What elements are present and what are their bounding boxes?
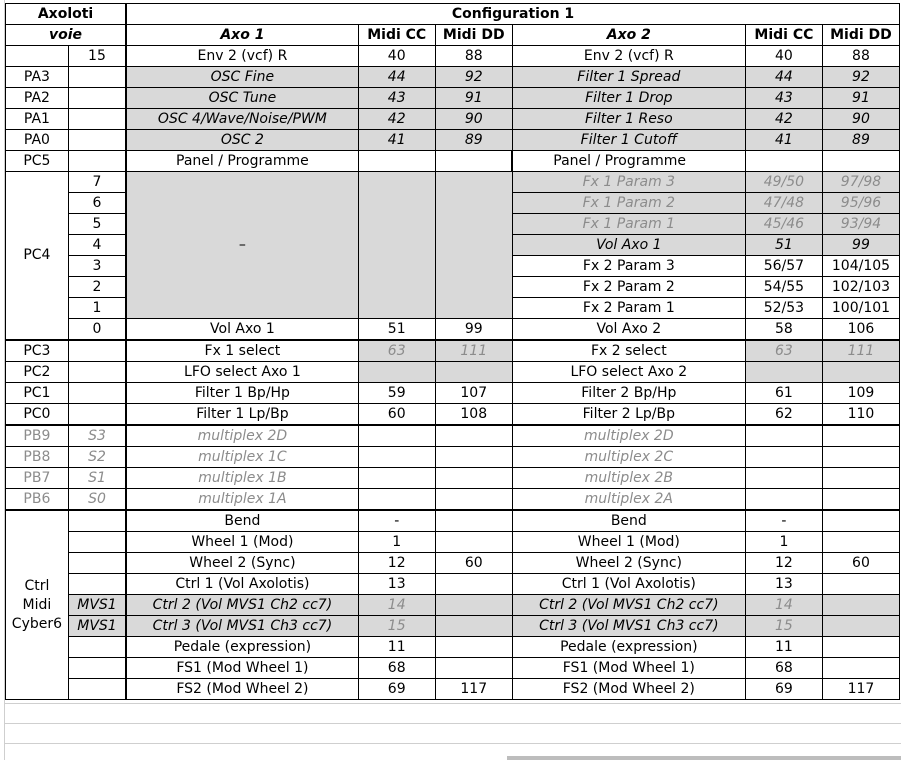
- axo2-dd: [822, 532, 899, 553]
- axo2-dd: 99: [822, 235, 899, 256]
- axo2-dd: [822, 595, 899, 616]
- axo2-cc: 11: [745, 637, 822, 658]
- axo2-cc: -: [745, 510, 822, 532]
- channel-cell: 0: [68, 319, 126, 341]
- table-row: [6, 67, 900, 88]
- channel-cell: S2: [68, 447, 126, 468]
- axo2-dd: [822, 574, 899, 595]
- table-row: [6, 616, 900, 637]
- axo2-param: multiplex 2A: [512, 489, 745, 511]
- axo2-param: Wheel 1 (Mod): [512, 532, 745, 553]
- axo2-cc: [745, 468, 822, 489]
- axo1-param: Wheel 2 (Sync): [126, 553, 358, 574]
- channel-cell: [68, 67, 126, 88]
- channel-cell: [68, 679, 126, 700]
- axo1-cc: [358, 362, 435, 383]
- channel-cell: MVS1: [68, 616, 126, 637]
- axo2-dd: [822, 637, 899, 658]
- axo1-cc: 13: [358, 574, 435, 595]
- axo1-param: Env 2 (vcf) R: [126, 46, 358, 67]
- channel-cell: [68, 553, 126, 574]
- axo2-param: Vol Axo 2: [512, 319, 745, 341]
- axo1-param: FS2 (Mod Wheel 2): [126, 679, 358, 700]
- axo2-cc: [745, 489, 822, 511]
- axo2-param: Filter 1 Cutoff: [512, 130, 745, 151]
- channel-cell: 6: [68, 193, 126, 214]
- axo1-dd: [435, 425, 512, 447]
- axo2-dd: 111: [822, 340, 899, 362]
- config-table: [5, 3, 900, 700]
- empty-grid-rows: [5, 703, 901, 760]
- axo1-dd: 108: [435, 404, 512, 426]
- axo2-dd: [822, 510, 899, 532]
- axo1-dd: 117: [435, 679, 512, 700]
- axo1-param: Filter 1 Bp/Hp: [126, 383, 358, 404]
- axo2-param: Filter 1 Reso: [512, 109, 745, 130]
- axo2-dd: 109: [822, 383, 899, 404]
- axo2-cc: [745, 447, 822, 468]
- axo2-dd: [822, 362, 899, 383]
- axo2-dd: [822, 468, 899, 489]
- axoloti-header: Axoloti: [6, 4, 127, 25]
- axo2-param: Ctrl 1 (Vol Axolotis): [512, 574, 745, 595]
- axo1-dd: 88: [435, 46, 512, 67]
- axo1-param: Ctrl 1 (Vol Axolotis): [126, 574, 358, 595]
- axo2-midi-dd-header: Midi DD: [822, 25, 899, 46]
- axo2-dd: 89: [822, 130, 899, 151]
- axo2-param: Env 2 (vcf) R: [512, 46, 745, 67]
- pin-cell: PC5: [6, 151, 69, 172]
- table-row: [6, 362, 900, 383]
- axo2-cc: 1: [745, 532, 822, 553]
- channel-cell: 3: [68, 256, 126, 277]
- axo2-dd: 106: [822, 319, 899, 341]
- axo1-dd: 99: [435, 319, 512, 341]
- table-row: [6, 553, 900, 574]
- axo1-dd: 89: [435, 130, 512, 151]
- table-row: [6, 468, 900, 489]
- axo2-cc: 41: [745, 130, 822, 151]
- axo1-cc: 1: [358, 532, 435, 553]
- channel-cell: [68, 340, 126, 362]
- axo2-dd: 91: [822, 88, 899, 109]
- axo1-dd: [435, 489, 512, 511]
- config-title: Configuration 1: [126, 4, 899, 25]
- axo2-dd: 104/105: [822, 256, 899, 277]
- axo1-cc: [358, 468, 435, 489]
- axo2-dd: 88: [822, 46, 899, 67]
- axo2-param: Fx 1 Param 1: [512, 214, 745, 235]
- axo2-dd: 92: [822, 67, 899, 88]
- axo2-param: Ctrl 2 (Vol MVS1 Ch2 cc7): [512, 595, 745, 616]
- axo2-dd: [822, 151, 899, 172]
- axo1-param: multiplex 1A: [126, 489, 358, 511]
- axo1-dd: [435, 468, 512, 489]
- axo2-cc: 49/50: [745, 172, 822, 193]
- axo2-param: Fx 2 Param 1: [512, 298, 745, 319]
- table-row: [6, 574, 900, 595]
- axo1-cc: 42: [358, 109, 435, 130]
- axo2-cc: 63: [745, 340, 822, 362]
- pin-cell: PA3: [6, 67, 69, 88]
- axo2-dd: [822, 447, 899, 468]
- axo2-cc: 54/55: [745, 277, 822, 298]
- axo2-cc: [745, 425, 822, 447]
- axo1-param: OSC Fine: [126, 67, 358, 88]
- axo1-cc-empty: [358, 172, 435, 319]
- axo2-dd: 97/98: [822, 172, 899, 193]
- table-row: [6, 404, 900, 426]
- axo2-param: Wheel 2 (Sync): [512, 553, 745, 574]
- axo2-midi-cc-header: Midi CC: [745, 25, 822, 46]
- axo1-dd: [435, 362, 512, 383]
- axo2-param: LFO select Axo 2: [512, 362, 745, 383]
- table-row: [6, 658, 900, 679]
- axo1-cc: 63: [358, 340, 435, 362]
- pin-cell: PA1: [6, 109, 69, 130]
- axo2-dd: 90: [822, 109, 899, 130]
- channel-cell: 4: [68, 235, 126, 256]
- axo2-param: Panel / Programme: [512, 151, 745, 172]
- axo2-param: Fx 2 Param 2: [512, 277, 745, 298]
- axo1-cc: [358, 489, 435, 511]
- table-row: [6, 46, 900, 67]
- table-row: [6, 88, 900, 109]
- axo1-cc: 11: [358, 637, 435, 658]
- pin-cell: PC2: [6, 362, 69, 383]
- axo1-param-empty: –: [126, 172, 358, 319]
- table-row: [6, 383, 900, 404]
- axo1-dd: [435, 616, 512, 637]
- pin-cell: PB8: [6, 447, 69, 468]
- axo2-param: Fx 1 Param 2: [512, 193, 745, 214]
- voie-header: voie: [6, 25, 127, 46]
- channel-cell: MVS1: [68, 595, 126, 616]
- axo2-cc: 61: [745, 383, 822, 404]
- axo1-dd: 91: [435, 88, 512, 109]
- header-row-2: [6, 25, 900, 46]
- axo2-param: multiplex 2C: [512, 447, 745, 468]
- ctrl-midi-cyber6-label: [6, 510, 69, 700]
- channel-cell: S3: [68, 425, 126, 447]
- axo1-cc: [358, 151, 435, 172]
- axo1-dd: [435, 658, 512, 679]
- channel-cell: [68, 404, 126, 426]
- axo2-dd: [822, 658, 899, 679]
- axo1-cc: 14: [358, 595, 435, 616]
- axo1-cc: 59: [358, 383, 435, 404]
- axo2-cc: 15: [745, 616, 822, 637]
- table-row: [6, 151, 900, 172]
- axo1-param: Ctrl 3 (Vol MVS1 Ch3 cc7): [126, 616, 358, 637]
- axo2-param: Bend: [512, 510, 745, 532]
- axo2-cc: 68: [745, 658, 822, 679]
- horizontal-scrollbar[interactable]: [507, 756, 901, 760]
- axo2-cc: 13: [745, 574, 822, 595]
- axo1-param: OSC Tune: [126, 88, 358, 109]
- axo2-dd: 100/101: [822, 298, 899, 319]
- pin-cell: [6, 46, 69, 67]
- table-row: [6, 595, 900, 616]
- channel-cell: [68, 510, 126, 532]
- axo2-param: Pedale (expression): [512, 637, 745, 658]
- ctrl-label-line3: Cyber6: [11, 615, 63, 632]
- axo2-dd: 117: [822, 679, 899, 700]
- axo1-dd: 107: [435, 383, 512, 404]
- channel-cell: [68, 88, 126, 109]
- axo1-dd: 111: [435, 340, 512, 362]
- table-row: [6, 637, 900, 658]
- axo1-param: Filter 1 Lp/Bp: [126, 404, 358, 426]
- axo2-cc: 56/57: [745, 256, 822, 277]
- pin-cell: PC3: [6, 340, 69, 362]
- axo2-dd: [822, 616, 899, 637]
- axo1-cc: 40: [358, 46, 435, 67]
- axo1-cc: [358, 425, 435, 447]
- table-row: [6, 425, 900, 447]
- axo1-param: Panel / Programme: [126, 151, 358, 172]
- spreadsheet: [5, 3, 900, 700]
- axo2-dd: [822, 489, 899, 511]
- channel-cell: [68, 362, 126, 383]
- axo1-param: multiplex 2D: [126, 425, 358, 447]
- channel-cell: 2: [68, 277, 126, 298]
- pin-cell: PA2: [6, 88, 69, 109]
- axo1-midi-dd-header: Midi DD: [435, 25, 512, 46]
- axo1-cc: 12: [358, 553, 435, 574]
- axo1-param: Ctrl 2 (Vol MVS1 Ch2 cc7): [126, 595, 358, 616]
- channel-cell: [68, 109, 126, 130]
- axo2-cc: 44: [745, 67, 822, 88]
- axo1-dd: [435, 574, 512, 595]
- channel-cell: 1: [68, 298, 126, 319]
- axo2-dd: 93/94: [822, 214, 899, 235]
- axo1-param: multiplex 1B: [126, 468, 358, 489]
- axo1-cc: [358, 447, 435, 468]
- axo1-param: OSC 4/Wave/Noise/PWM: [126, 109, 358, 130]
- axo2-param: multiplex 2B: [512, 468, 745, 489]
- channel-cell: S0: [68, 489, 126, 511]
- axo1-dd: [435, 532, 512, 553]
- axo1-dd-empty: [435, 172, 512, 319]
- table-row: [6, 679, 900, 700]
- axo1-header: Axo 1: [126, 25, 358, 46]
- axo2-cc: 51: [745, 235, 822, 256]
- axo2-cc: [745, 362, 822, 383]
- axo2-param: Vol Axo 1: [512, 235, 745, 256]
- axo1-dd: [435, 447, 512, 468]
- axo2-cc: 40: [745, 46, 822, 67]
- axo2-cc: 62: [745, 404, 822, 426]
- channel-cell: [68, 151, 126, 172]
- axo2-param: Fx 1 Param 3: [512, 172, 745, 193]
- table-row: [6, 447, 900, 468]
- axo2-cc: [745, 151, 822, 172]
- axo1-cc: 60: [358, 404, 435, 426]
- pin-cell: PB6: [6, 489, 69, 511]
- channel-cell: [68, 532, 126, 553]
- axo1-cc: 15: [358, 616, 435, 637]
- table-row: [6, 510, 900, 532]
- table-row: [6, 489, 900, 511]
- axo2-cc: 12: [745, 553, 822, 574]
- axo2-cc: 47/48: [745, 193, 822, 214]
- ctrl-label-line2: Midi: [22, 596, 52, 613]
- axo1-dd: [435, 637, 512, 658]
- axo1-param: FS1 (Mod Wheel 1): [126, 658, 358, 679]
- axo1-dd: [435, 510, 512, 532]
- channel-cell: [68, 574, 126, 595]
- pin-cell: PC0: [6, 404, 69, 426]
- axo2-param: Filter 2 Bp/Hp: [512, 383, 745, 404]
- ctrl-label-line1: Ctrl: [24, 577, 50, 594]
- axo1-dd: 92: [435, 67, 512, 88]
- axo1-cc: 68: [358, 658, 435, 679]
- axo2-cc: 45/46: [745, 214, 822, 235]
- axo2-param: FS1 (Mod Wheel 1): [512, 658, 745, 679]
- axo1-dd: 60: [435, 553, 512, 574]
- axo2-dd: 60: [822, 553, 899, 574]
- pin-cell: PB7: [6, 468, 69, 489]
- axo1-cc: 41: [358, 130, 435, 151]
- table-row: [6, 319, 900, 341]
- channel-cell: 5: [68, 214, 126, 235]
- channel-cell: [68, 383, 126, 404]
- pin-cell: PC1: [6, 383, 69, 404]
- axo2-param: Fx 2 Param 3: [512, 256, 745, 277]
- pin-cell: PC4: [6, 172, 69, 341]
- axo1-dd: 90: [435, 109, 512, 130]
- table-row: [6, 172, 900, 193]
- axo1-dd: [435, 151, 512, 172]
- axo2-dd: [822, 425, 899, 447]
- axo2-header: Axo 2: [512, 25, 745, 46]
- table-row: [6, 109, 900, 130]
- axo2-param: Filter 1 Drop: [512, 88, 745, 109]
- axo2-param: multiplex 2D: [512, 425, 745, 447]
- channel-cell: [68, 637, 126, 658]
- axo1-midi-cc-header: Midi CC: [358, 25, 435, 46]
- table-row: [6, 532, 900, 553]
- axo2-param: Ctrl 3 (Vol MVS1 Ch3 cc7): [512, 616, 745, 637]
- axo2-param: Fx 2 select: [512, 340, 745, 362]
- axo1-cc: 44: [358, 67, 435, 88]
- axo2-param: Filter 2 Lp/Bp: [512, 404, 745, 426]
- axo2-dd: 95/96: [822, 193, 899, 214]
- axo1-param: Wheel 1 (Mod): [126, 532, 358, 553]
- axo2-dd: 110: [822, 404, 899, 426]
- axo1-cc: -: [358, 510, 435, 532]
- table-row: [6, 340, 900, 362]
- axo2-cc: 42: [745, 109, 822, 130]
- axo2-dd: 102/103: [822, 277, 899, 298]
- axo2-param: Filter 1 Spread: [512, 67, 745, 88]
- axo2-param: FS2 (Mod Wheel 2): [512, 679, 745, 700]
- axo1-cc: 43: [358, 88, 435, 109]
- axo1-param: Pedale (expression): [126, 637, 358, 658]
- axo1-param: Fx 1 select: [126, 340, 358, 362]
- channel-cell: 7: [68, 172, 126, 193]
- axo1-param: Vol Axo 1: [126, 319, 358, 341]
- axo1-cc: 51: [358, 319, 435, 341]
- channel-cell: [68, 130, 126, 151]
- axo2-cc: 58: [745, 319, 822, 341]
- table-row: [6, 130, 900, 151]
- axo1-param: Bend: [126, 510, 358, 532]
- axo1-param: multiplex 1C: [126, 447, 358, 468]
- channel-cell: [68, 658, 126, 679]
- axo1-cc: 69: [358, 679, 435, 700]
- axo2-cc: 14: [745, 595, 822, 616]
- axo1-param: OSC 2: [126, 130, 358, 151]
- axo2-cc: 69: [745, 679, 822, 700]
- pin-cell: PB9: [6, 425, 69, 447]
- axo1-param: LFO select Axo 1: [126, 362, 358, 383]
- axo2-cc: 52/53: [745, 298, 822, 319]
- axo1-dd: [435, 595, 512, 616]
- channel-cell: 15: [68, 46, 126, 67]
- header-row-1: [6, 4, 900, 25]
- pin-cell: PA0: [6, 130, 69, 151]
- axo2-cc: 43: [745, 88, 822, 109]
- channel-cell: S1: [68, 468, 126, 489]
